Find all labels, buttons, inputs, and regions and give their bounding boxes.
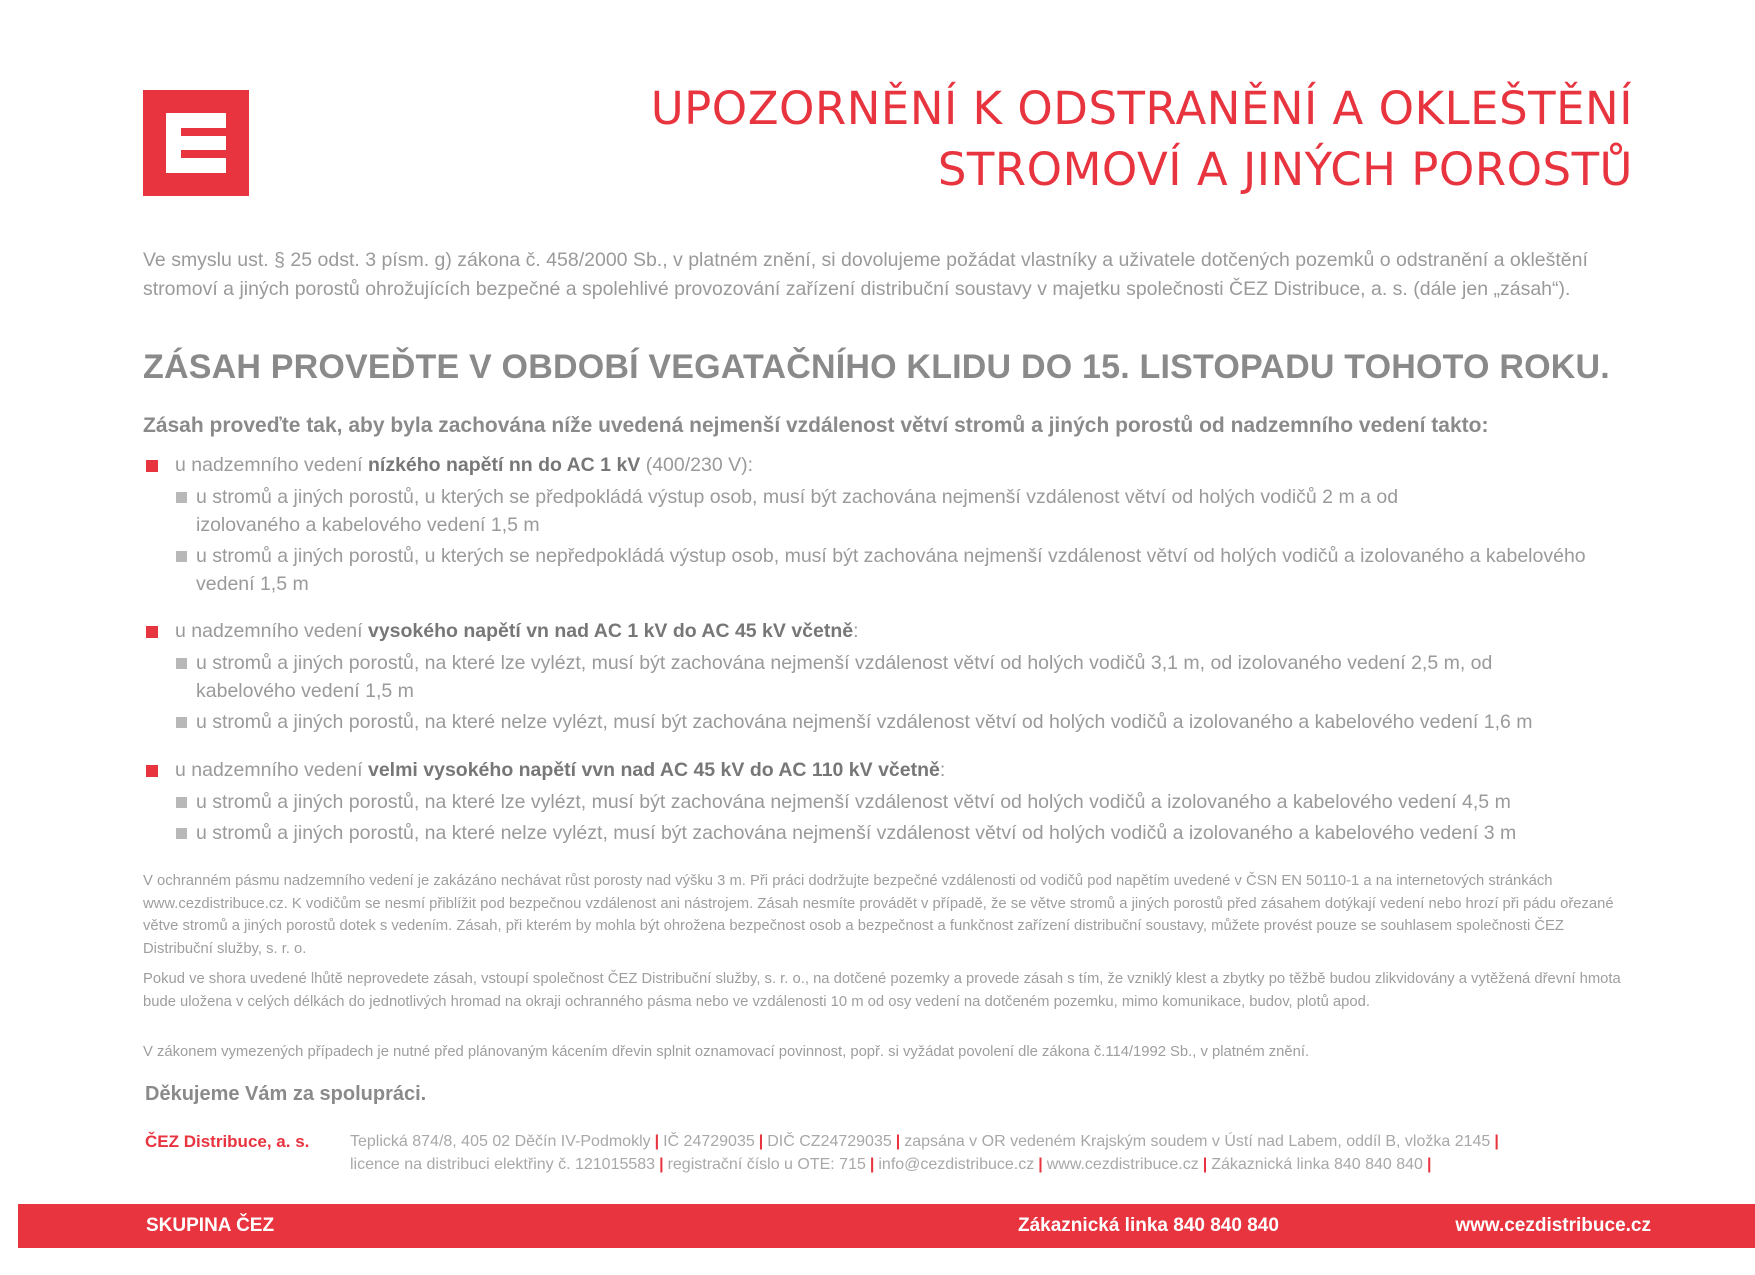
heading-prefix: u nadzemního vedení: [175, 759, 368, 781]
heading-prefix: u nadzemního vedení: [175, 620, 368, 642]
heading-bold: nízkého napětí nn do AC 1 kV: [367, 454, 641, 476]
section-vn: [143, 618, 1663, 739]
hotline: Zákaznická linka 840 840 840: [1211, 1156, 1423, 1173]
note-deadline-consequence: Pokud ve shora uvedené lhůtě neprovedete zásah, vstoupí společnost ČEZ Distribuční služby, s. r. o., na dotčené pozemky a provede zásah s tím, že vzniklý klest a zbytky po těžbě budou zlikvidovány a vytěžená dřevní hmota bude uložena v celých délkách do jednotlivých hromad na okraji ochranného pásma nebo ve vzdálenosti 10 m od osy vedení na dotčeném pozemku, mimo komunikace, budov, plotů apod.: [143, 971, 1621, 1010]
heading-bold: velmi vysokého napětí vvn nad AC 45 kV do AC 110 kV včetně: [367, 759, 940, 781]
list-item: u stromů a jiných porostů, u kterých se předpokládá výstup osob, musí být zachována nejmenší vzdálenost větví od holých vodičů 2 m a od izolovaného a kabelového vedení 1,5 m: [143, 483, 1496, 539]
ote-number: registrační číslo u OTE: 715: [667, 1156, 866, 1173]
footer-group: SKUPINA ČEZ: [146, 1215, 275, 1236]
heading-suffix: :: [939, 759, 946, 781]
note-protection-zone: V ochranném pásmu nadzemního vedení je zakázáno nechávat růst porosty nad výšku 3 m. Při práci dodržujte bezpečné vzdálenosti od vodičů pod napětím uvedené v ČSN EN 50110-1 a na internetových stránkách www.cezdistribuce.cz. K vodičům se nesmí přiblížit pod bezpečnou vzdálenost ani nástrojem. Zásah nesmíte provádět v případě, že se větve stromů a jiných porostů před zásahem dotýkají vedení nebo hrozí při pádu ořezané větve stromů a jiných porostů dotek s vedením. Zásah, při kterém by mohla být ohrožena bezpečnost osob a bezpečnost a funkčnost zařízení distribuční soustavy, můžete provést pouze se souhlasem společnosti ČEZ Distribuční služby, s. r. o.: [143, 873, 1614, 957]
contact-line-2: [350, 1153, 1650, 1176]
website: www.cezdistribuce.cz: [1046, 1156, 1199, 1173]
lead-text: Zásah proveďte tak, aby byla zachována níže uvedená nejmenší vzdálenost větví stromů a jiných porostů od nadzemního vedení takto:: [143, 414, 1489, 437]
ico: IČ 24729035: [663, 1133, 755, 1150]
footer-hotline: Zákaznická linka 840 840 840: [1018, 1215, 1279, 1236]
section-heading: [143, 618, 1663, 645]
heading-bold: vysokého napětí vn nad AC 1 kV do AC 45 kV včetně: [367, 620, 854, 642]
section-nn: [143, 452, 1663, 601]
dic: DIČ CZ24729035: [767, 1133, 892, 1150]
thanks-text: Děkujeme Vám za spolupráci.: [145, 1083, 427, 1105]
footer-website: www.cezdistribuce.cz: [1455, 1215, 1651, 1236]
section-heading: [143, 452, 1663, 479]
separator: |: [1494, 1133, 1499, 1150]
heading-suffix: :: [853, 620, 859, 642]
deadline-headline: ZÁSAH PROVEĎTE V OBDOBÍ VEGATAČNÍHO KLIDU DO 15. LISTOPADU TOHOTO ROKU.: [143, 348, 1610, 386]
list-item: u stromů a jiných porostů, na které nelze vylézt, musí být zachována nejmenší vzdálenost větví od holých vodičů a izolovaného a kabelového vedení 3 m: [143, 819, 1696, 847]
licence: licence na distribuci elektřiny č. 121015583: [350, 1156, 656, 1173]
contact-line-1: [350, 1130, 1650, 1153]
list-item: u stromů a jiných porostů, na které lze vylézt, musí být zachována nejmenší vzdálenost větví od holých vodičů 3,1 m, od izolovaného vedení 2,5 m, od kabelového vedení 1,5 m: [143, 649, 1596, 705]
heading-suffix: (400/230 V):: [640, 454, 754, 476]
separator: |: [1202, 1156, 1208, 1173]
separator: |: [758, 1133, 764, 1150]
list-item: u stromů a jiných porostů, na které lze vylézt, musí být zachována nejmenší vzdálenost větví od holých vodičů a izolovaného a kabelového vedení 4,5 m: [143, 788, 1696, 816]
separator: |: [1426, 1156, 1432, 1173]
separator: |: [659, 1156, 664, 1173]
separator: |: [654, 1133, 660, 1150]
intro-paragraph: Ve smyslu ust. § 25 odst. 3 písm. g) zákona č. 458/2000 Sb., v platném znění, si dovolujeme požádat vlastníky a uživatele dotčených pozemků o odstranění a okleštění stromoví a jiných porostů ohrožujících bezpečné a spolehlivé provozování zařízení distribuční soustavy v majetku společnosti ČEZ Distribuce, a. s. (dále jen „zásah“).: [143, 249, 1588, 300]
page-title: [651, 78, 1633, 200]
title-line-2: STROMOVÍ A JINÝCH POROSTŮ: [937, 143, 1633, 196]
section-vvn: [143, 757, 1663, 850]
heading-prefix: u nadzemního vedení: [175, 454, 368, 476]
list-item: u stromů a jiných porostů, u kterých se nepředpokládá výstup osob, musí být zachována nejmenší vzdálenost větví od holých vodičů a izolovaného a kabelového vedení 1,5 m: [143, 542, 1596, 598]
separator: |: [1038, 1156, 1043, 1173]
separator: |: [869, 1156, 875, 1173]
company-contact: [350, 1130, 1650, 1176]
registration: zapsána v OR vedeném Krajským soudem v Ústí nad Labem, oddíl B, vložka 2145: [904, 1133, 1491, 1150]
company-name: ČEZ Distribuce, a. s.: [145, 1132, 310, 1151]
email: info@cezdistribuce.cz: [878, 1156, 1035, 1173]
title-line-1: UPOZORNĚNÍ K ODSTRANĚNÍ A OKLEŠTĚNÍ: [650, 82, 1633, 135]
footer-bar: [18, 1204, 1755, 1248]
address: Teplická 874/8, 405 02 Děčín IV-Podmokly: [350, 1133, 651, 1150]
note-legal: V zákonem vymezených případech je nutné před plánovaným kácením dřevin splnit oznamovací povinnost, popř. si vyžádat povolení dle zákona č.114/1992 Sb., v platném znění.: [143, 1044, 1310, 1060]
section-heading: [143, 757, 1663, 784]
list-item: u stromů a jiných porostů, na které nelze vylézt, musí být zachována nejmenší vzdálenost větví od holých vodičů a izolovaného a kabelového vedení 1,6 m: [143, 708, 1696, 736]
separator: |: [895, 1133, 901, 1150]
cez-logo: [143, 90, 249, 196]
